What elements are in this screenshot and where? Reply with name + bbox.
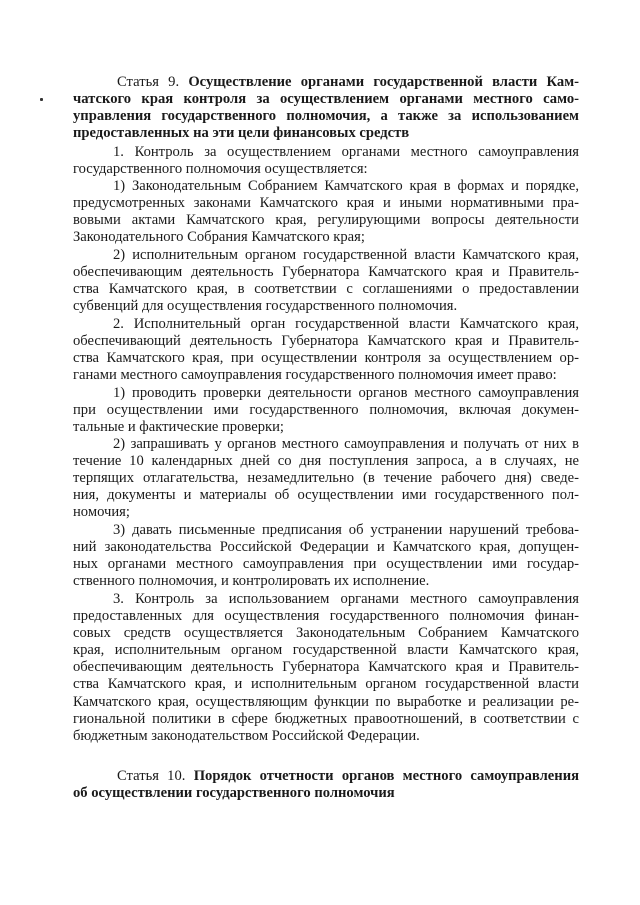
paragraph-line: 1) проводить проверки деятельности органов местного самоуправления: [113, 385, 579, 401]
paragraph-line: при осуществлении ими государственного полномочия, включая докумен-: [73, 402, 579, 419]
article-9-heading-line-1: [73, 74, 579, 91]
article-10-label: Статья 10.: [117, 768, 186, 784]
paragraph-line: ганами местного самоуправления государственного полномочия имеет право:: [73, 367, 557, 384]
paragraph-line: ства Камчатского края, при осуществлении контроля за осуществлением ор-: [73, 350, 579, 367]
paragraph-line: обеспечивающим деятельность Губернатора Камчатского края и Правитель-: [73, 659, 579, 676]
paragraph-line: предоставленных для осуществления государственного полномочия финан-: [73, 608, 579, 625]
paragraph-line: 2) исполнительным органом государственной власти Камчатского края,: [113, 247, 579, 263]
paragraph: [73, 385, 579, 436]
article-9-heading-line-4: предоставленных на эти цели финансовых средств: [73, 125, 410, 142]
article-9-heading-line-3: управления государственного полномочия, а также за использованием: [73, 108, 579, 125]
paragraph: [73, 316, 579, 384]
paragraph: [73, 178, 579, 246]
paragraph-line: ных органами местного самоуправления при осуществлении ими государ-: [73, 556, 579, 573]
paragraph-line: совых средств осуществляется Законодательным Собранием Камчатского: [73, 625, 579, 642]
article-9-heading-line-2: чатского края контроля за осуществлением органами местного само-: [73, 91, 579, 108]
paragraph-line: государственного полномочия осуществляется:: [73, 161, 368, 178]
paragraph-line: 2. Исполнительный орган государственной власти Камчатского края,: [113, 316, 579, 332]
paragraph-line: обеспечивающим деятельность Губернатора Камчатского края и Правитель-: [73, 264, 579, 281]
paragraph-line: течение 10 календарных дней со дня поступления запроса, а в случаях, не: [73, 453, 579, 470]
paragraph-line: 3) давать письменные предписания об устранении нарушений требова-: [113, 522, 579, 538]
paragraph-line: терпящих отлагательства, незамедлительно (в течение рабочего дня) сведе-: [73, 470, 579, 487]
paragraph: [73, 522, 579, 590]
paragraph-line: обеспечивающий деятельность Губернатора Камчатского края и Правитель-: [73, 333, 579, 350]
paragraph-line: 1) Законодательным Собранием Камчатского края в формах и порядке,: [113, 178, 579, 194]
paragraph-line: 3. Контроль за использованием органами местного самоуправления: [113, 591, 579, 607]
article-10-heading-line-2: об осуществлении государственного полномочия: [73, 785, 395, 802]
paragraph-line: ства Камчатского края, и исполнительным органом государственной власти: [73, 676, 579, 693]
paragraph: [73, 247, 579, 315]
paragraph-line: ний законодательства Российской Федерации и Камчатского края, допущен-: [73, 539, 579, 556]
article-10-heading-line-1: [73, 768, 579, 785]
article-9-heading: [73, 74, 579, 142]
paragraph-line: Камчатского края, осуществляющим функции по выработке и реализации ре-: [73, 693, 579, 710]
paragraph-line: субвенций для осуществления государственного полномочия.: [73, 298, 458, 315]
paragraph-line: ственного полномочия, и контролировать их исполнение.: [73, 573, 430, 590]
paragraph: [73, 144, 579, 178]
scan-speck: [40, 98, 43, 101]
paragraph-line: 1. Контроль за осуществлением органами местного самоуправления: [113, 144, 579, 160]
paragraph-line: ния, документы и материалы об осуществлении ими государственного пол-: [73, 487, 579, 504]
paragraph-line: гиональной политики в сфере бюджетных правоотношений, в соответствии с: [73, 710, 579, 727]
article-10-heading: [73, 768, 579, 802]
paragraph-line: Законодательного Собрания Камчатского края;: [73, 229, 365, 246]
article-9-title-part: Осуществление органами государственной власти Кам-: [188, 74, 579, 90]
paragraph-line: 2) запрашивать у органов местного самоуправления и получать от них в: [113, 436, 579, 452]
paragraph-line: предусмотренных законами Камчатского края и иными нормативными пра-: [73, 195, 579, 212]
paragraph-line: ства Камчатского края, в соответствии с соглашениями о предоставлении: [73, 281, 579, 298]
paragraph: [73, 436, 579, 521]
article-9-label: Статья 9.: [117, 74, 180, 90]
paragraph-line: вовыми актами Камчатского края, регулирующими вопросы деятельности: [73, 212, 579, 229]
paragraph-line: края, исполнительным органом государственной власти Камчатского края,: [73, 642, 579, 659]
paragraph: [73, 591, 579, 745]
article-10-title-part: Порядок отчетности органов местного самоуправления: [193, 768, 579, 784]
paragraph-line: тальные и фактические проверки;: [73, 419, 284, 436]
paragraph-line: бюджетным законодательством Российской Федерации.: [73, 727, 420, 744]
paragraph-line: номочия;: [73, 504, 130, 521]
